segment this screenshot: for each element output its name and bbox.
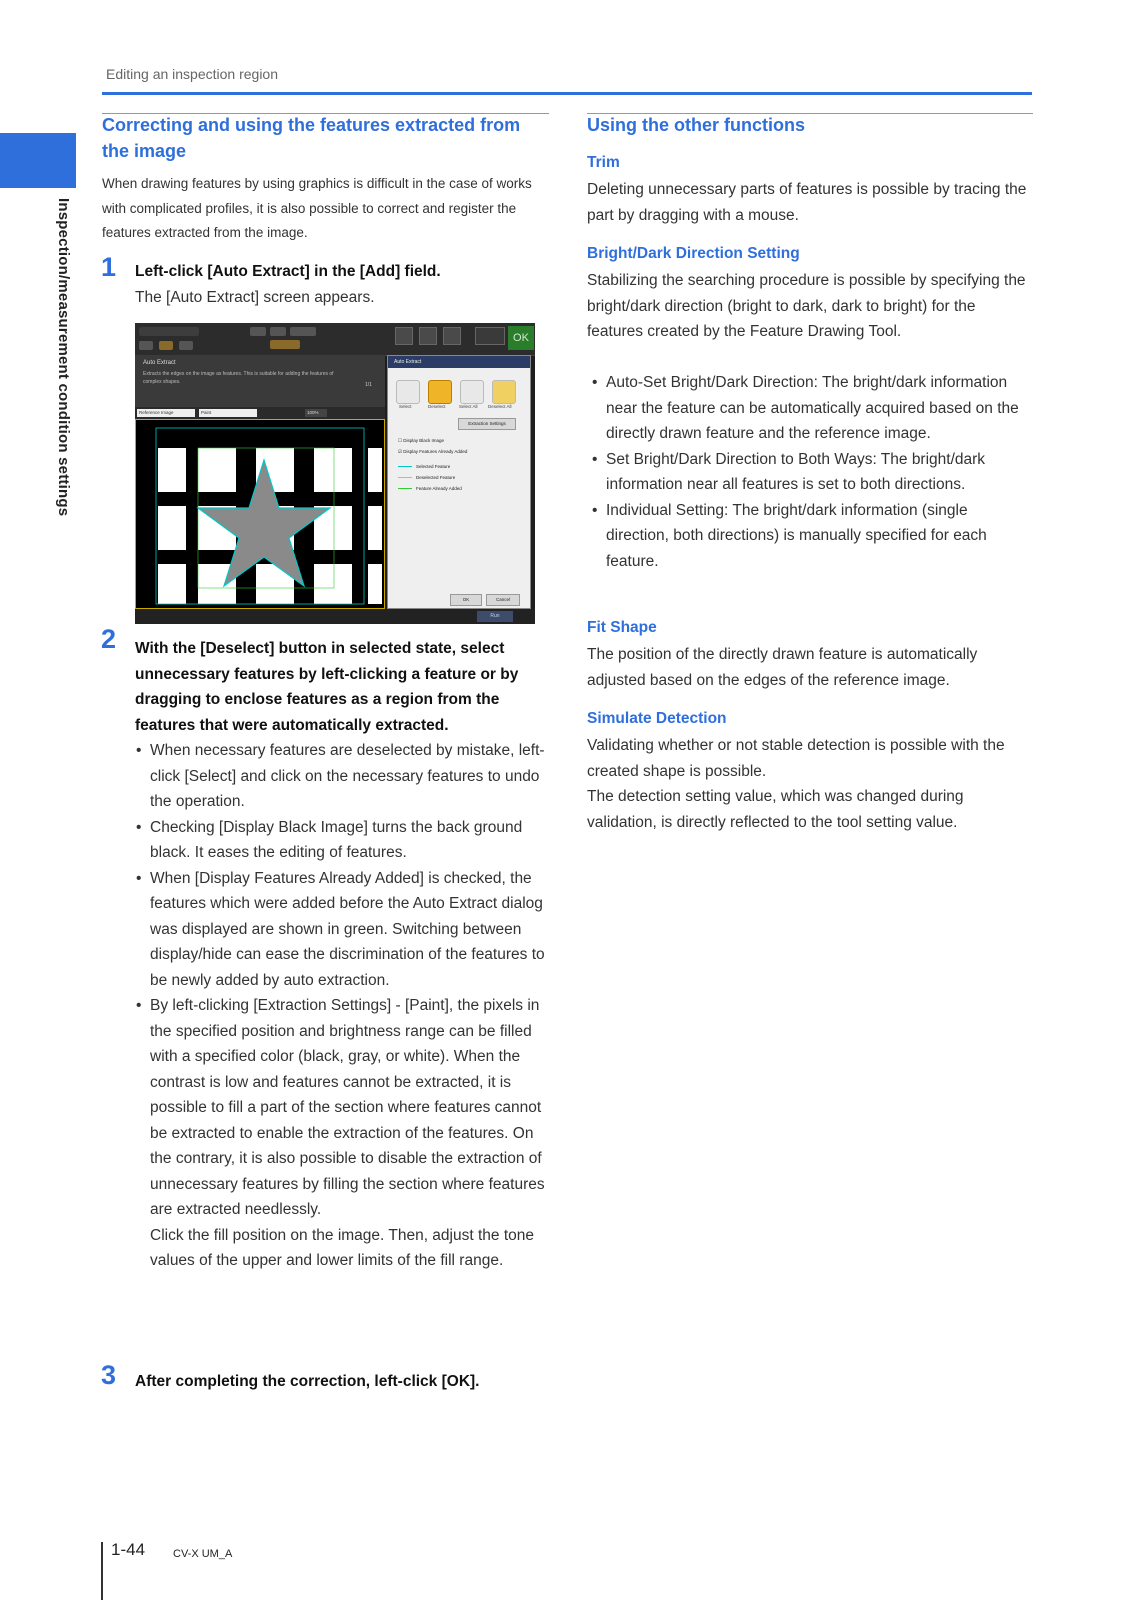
select-button[interactable] — [396, 380, 420, 404]
bright-dark-bullet: • Auto-Set Bright/Dark Direction: The bright/dark information near the feature can be automatically acquired based on the directly drawn feature and the reference image. — [591, 370, 1033, 447]
simulate-detection-heading: Simulate Detection — [587, 710, 727, 727]
toolbar-icon-1[interactable] — [395, 327, 413, 345]
step-2-fill-note: Click the fill position on the image. Then, adjust the tone values of the upper and lower limits of the fill range. — [150, 1226, 534, 1269]
auto-extract-dialog — [387, 355, 531, 609]
dialog-ok-button[interactable]: OK — [450, 594, 482, 606]
fit-shape-text: The position of the directly drawn feature is automatically adjusted based on the edges of the reference image. — [587, 646, 978, 689]
auto-extract-screenshot — [135, 323, 535, 624]
auto-extract-panel — [135, 355, 385, 407]
footer-rule — [101, 1542, 103, 1600]
display-features-added-checkbox[interactable]: ☑ Display Features Already Added — [398, 449, 468, 454]
trim-heading: Trim — [587, 154, 620, 171]
deselect-button[interactable] — [428, 380, 452, 404]
bright-dark-text: Stabilizing the searching procedure is possible by specifying the bright/dark direction (bright to dark, dark to bright) for the features created by the Feature Drawing Tool. — [587, 272, 1026, 340]
step-3-number: 3 — [101, 1360, 117, 1390]
step-2-notes — [135, 738, 555, 1274]
bright-dark-options — [591, 370, 1033, 574]
step-2-bullet: • Checking [Display Black Image] turns the back ground black. It eases the editing of features. — [135, 815, 555, 866]
chapter-tab — [0, 133, 76, 188]
toolbar-icon-3[interactable] — [443, 327, 461, 345]
step-1-instruction: Left-click [Auto Extract] in the [Add] field. — [135, 263, 441, 280]
grid-star-image — [136, 420, 384, 608]
bright-dark-heading: Bright/Dark Direction Setting — [587, 245, 800, 262]
legend-deselected: Deselected Feature — [398, 475, 455, 480]
running-header: Editing an inspection region — [106, 66, 279, 82]
image-select[interactable]: Reference Image — [137, 409, 195, 417]
simulate-detection-text: Validating whether or not stable detection is possible with the created shape is possible. — [587, 737, 1005, 780]
step-2-bullet: • By left-clicking [Extraction Settings] - [Paint], the pixels in the specified position and brightness range can be filled with a specified color (black, gray, or white). When the contrast is low and features cannot be extracted, it is possible to fill a part of the section where features cannot be extracted to enable the extraction of the features. On the contrary, it is also possible to disable the extraction of unnecessary features by filling the section where features are extracted needlessly. — [135, 993, 555, 1223]
select-all-button[interactable] — [460, 380, 484, 404]
run-button[interactable]: Run — [477, 611, 513, 622]
panel-description: Extracts the edges on the image as features. This is suitable for adding the features of complex shapes. — [143, 371, 334, 385]
deselect-caption: Deselect — [428, 404, 446, 409]
step-3-instruction: After completing the correction, left-click [OK]. — [135, 1373, 480, 1390]
select-caption: Select — [399, 404, 412, 409]
app-toolbar — [135, 323, 535, 356]
bright-dark-bullet: • Set Bright/Dark Direction to Both Ways: The bright/dark information near all features is set to both directions. — [591, 447, 1033, 498]
page-indicator: 1/1 — [365, 382, 372, 388]
panel-title: Auto Extract — [143, 360, 176, 366]
image-control-bar — [135, 407, 385, 419]
deselect-all-caption: Deselect All — [488, 404, 512, 409]
chapter-label: Inspection/measurement condition settings — [55, 198, 72, 517]
fit-shape-heading: Fit Shape — [587, 619, 657, 636]
step-1-result: The [Auto Extract] screen appears. — [135, 289, 375, 306]
toolbar-icon-2[interactable] — [419, 327, 437, 345]
step-2-bullet: • When necessary features are deselected by mistake, left-click [Select] and click on the necessary features to undo the operation. — [135, 738, 555, 815]
dialog-cancel-button[interactable]: Cancel — [486, 594, 520, 606]
step-2-instruction: With the [Deselect] button in selected state, select unnecessary features by left-clicking a feature or by dragging to enclose features as a region from the features that were automatically extracted. — [135, 640, 519, 734]
legend-selected: Selected Feature — [398, 464, 450, 469]
status-bar — [135, 609, 535, 624]
step-2-number: 2 — [101, 624, 117, 654]
legend-added: Feature Already Added — [398, 486, 462, 491]
trim-text: Deleting unnecessary parts of features is possible by tracing the part by dragging with a mouse. — [587, 181, 1027, 224]
simulate-detection-text-2: The detection setting value, which was changed during validation, is directly reflected to the tool setting value. — [587, 788, 964, 831]
step-1-number: 1 — [101, 252, 117, 282]
page-number: 1-44 — [111, 1540, 146, 1559]
right-section-title: Using the other functions — [587, 115, 805, 135]
header-rule — [102, 92, 1032, 95]
deselect-all-button[interactable] — [492, 380, 516, 404]
left-intro: When drawing features by using graphics is difficult in the case of works with complicated profiles, it is also possible to correct and register the features extracted from the image. — [102, 176, 532, 240]
left-section-title: Correcting and using the features extracted from the image — [102, 115, 521, 161]
toolbar-ok-button[interactable]: OK — [508, 326, 534, 350]
document-code: CV-X UM_A — [173, 1548, 233, 1560]
step-2-bullet: • When [Display Features Already Added] is checked, the features which were added before the Auto Extract dialog was displayed are shown in green. Switching between display/hide can ease the discrimination of the features to be newly added by auto extraction. — [135, 866, 555, 994]
dialog-title: Auto Extract — [388, 356, 530, 368]
reference-image[interactable] — [135, 419, 385, 609]
bright-dark-bullet: • Individual Setting: The bright/dark information (single direction, both directions) is manually specified for each feature. — [591, 498, 1033, 575]
select-all-caption: Select All — [459, 404, 478, 409]
zoom-level: 100% — [305, 409, 327, 417]
extraction-settings-button[interactable]: Extraction Settings — [458, 418, 516, 430]
toolbar-icon-4[interactable] — [475, 327, 505, 345]
tool-select[interactable]: Paint — [199, 409, 257, 417]
display-black-image-checkbox[interactable]: ☐ Display Black Image — [398, 438, 445, 443]
